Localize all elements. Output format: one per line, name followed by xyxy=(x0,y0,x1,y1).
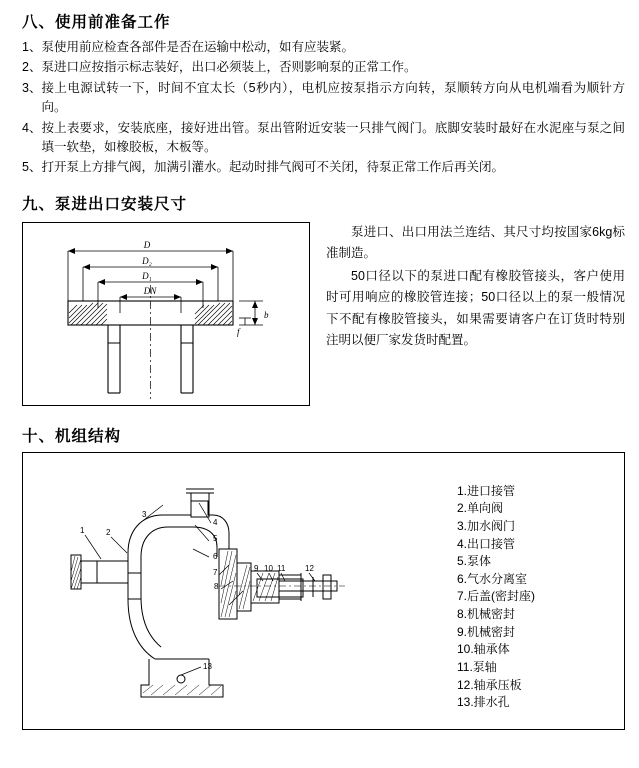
svg-text:b: b xyxy=(264,309,269,320)
list-item-text: 打开泵上方排气阀，加满引灌水。起动时排气阀可不关闭，待泵正常工作后再关闭。 xyxy=(41,160,504,175)
callout: 9 xyxy=(254,563,259,573)
legend-item: 7.后盖(密封座) xyxy=(457,589,536,604)
legend-item: 10.轴承体 xyxy=(457,642,510,657)
dimensions-description xyxy=(310,222,625,354)
callout: 1 xyxy=(80,525,85,535)
legend-item: 2.单向阀 xyxy=(457,501,504,516)
legend-item: 9.机械密封 xyxy=(457,624,516,639)
svg-text:D₁: D₁ xyxy=(142,270,152,281)
structure-block xyxy=(22,452,625,730)
legend-item: 5.泵体 xyxy=(457,554,492,569)
list-item xyxy=(22,158,625,177)
callout: 13 xyxy=(203,661,212,671)
list-item-number: 1、 xyxy=(22,40,42,54)
legend-item: 3.加水阀门 xyxy=(457,518,516,533)
list-item xyxy=(22,79,625,118)
section-preparation xyxy=(0,0,639,178)
legend-item: 12.轴承压板 xyxy=(457,677,522,692)
list-item xyxy=(22,38,625,57)
list-item-number: 2、 xyxy=(22,60,42,75)
list-item-text: 接上电源试转一下，时间不宜太长（5秒内），电机应按泵指示方向转，泵顺转方向从电机端看为顺针方向。 xyxy=(41,80,625,115)
list-item-text: 泵进口应按指示标志装好，出口必须装上，否则影响泵的正常工作。 xyxy=(41,60,417,75)
callout: 7 xyxy=(213,567,218,577)
callout: 12 xyxy=(305,563,314,573)
preparation-list xyxy=(22,38,625,178)
section-structure xyxy=(0,424,639,730)
list-item xyxy=(22,119,625,158)
legend-item: 13.排水孔 xyxy=(457,695,510,710)
svg-text:f: f xyxy=(237,326,240,337)
section-dimensions-heading: 九、泵进出口安装尺寸 xyxy=(22,195,188,213)
callout: 3 xyxy=(142,509,147,519)
callout: 6 xyxy=(213,551,218,561)
callout: 8 xyxy=(214,581,219,591)
dimensions-block xyxy=(22,222,625,406)
callout: 10 xyxy=(264,563,273,573)
legend-item: 11.泵轴 xyxy=(457,659,497,674)
list-item-number: 4、 xyxy=(22,120,42,135)
section-preparation-heading: 八、使用前准备工作 xyxy=(22,14,171,31)
legend-item: 4.出口接管 xyxy=(457,536,516,551)
list-item-number: 5、 xyxy=(22,160,42,175)
callout: 4 xyxy=(213,517,218,527)
callout: 2 xyxy=(106,527,111,537)
legend-item: 6.气水分离室 xyxy=(457,571,528,586)
legend-item: 1.进口接管 xyxy=(457,483,516,498)
callout: 11 xyxy=(277,563,286,573)
svg-text:D₂: D₂ xyxy=(142,255,152,266)
list-item-number: 3、 xyxy=(22,80,42,95)
list-item-text: 泵使用前应检查各部件是否在运输中松动，如有应装紧。 xyxy=(41,40,354,54)
callout: 5 xyxy=(213,533,218,543)
pump-assembly-figure xyxy=(23,453,453,729)
section-structure-heading: 十、机组结构 xyxy=(22,427,122,445)
legend-item: 8.机械密封 xyxy=(457,607,516,621)
svg-text:D: D xyxy=(143,239,151,250)
dimensions-paragraph: 50口径以下的泵进口配有橡胶管接头，客户使用时可用响应的橡胶管连接；50口径以上的泵一般情况下不配有橡胶管接头，如果需要请客户在订货时特别注明以便厂家发货时配置。 xyxy=(326,269,625,347)
flange-dimension-figure xyxy=(22,222,310,406)
section-dimensions xyxy=(0,192,639,406)
dimensions-paragraph: 泵进口、出口用法兰连结、其尺寸均按国家6kg标准制造。 xyxy=(326,224,625,260)
structure-legend xyxy=(453,453,624,729)
list-item xyxy=(22,58,625,77)
list-item-text: 按上表要求，安装底座，接好进出管。泵出管附近安装一只排气阀门。底脚安装时最好在水泥座与泵之间填一软垫，如橡胶板，木板等。 xyxy=(41,120,625,154)
svg-text:DN: DN xyxy=(143,285,157,296)
